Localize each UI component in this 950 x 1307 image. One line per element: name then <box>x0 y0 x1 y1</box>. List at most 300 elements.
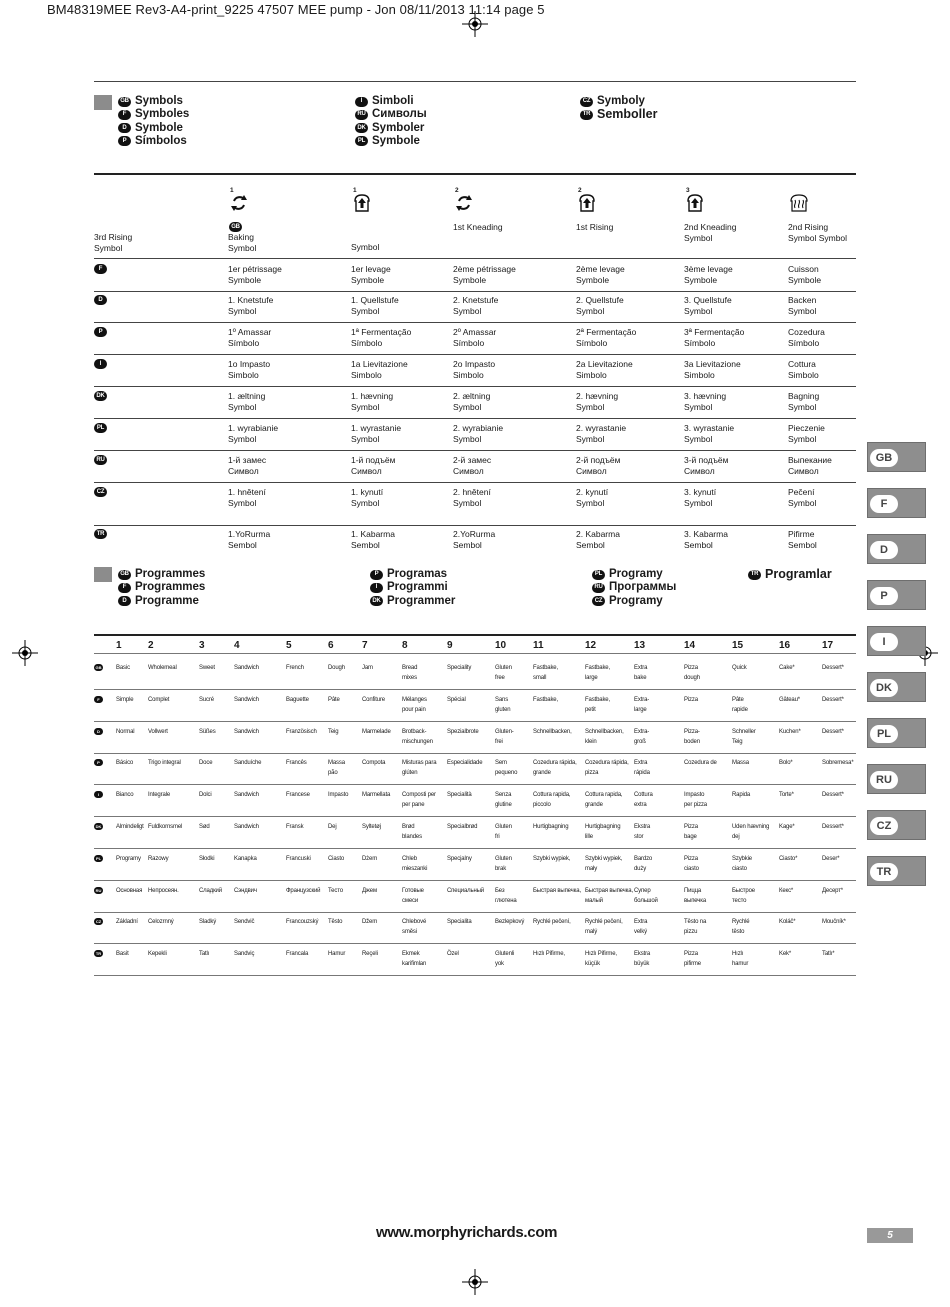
symbol-cell <box>684 264 733 285</box>
language-heading-label: Symboly <box>597 95 645 107</box>
language-badge: PL <box>592 570 605 580</box>
symbol-cell-line: Символ <box>684 465 715 476</box>
programme-cell-line: Francala <box>286 951 309 958</box>
programme-cell-line: Pizza <box>684 951 698 958</box>
programme-cell <box>234 727 259 737</box>
language-tab-cz[interactable] <box>867 810 926 840</box>
programme-cell <box>234 758 261 768</box>
symbol-cell <box>228 529 270 550</box>
programme-cell <box>148 695 169 705</box>
language-badge: D <box>118 123 131 133</box>
programme-cell <box>684 949 701 969</box>
programme-cell-line: Francouzský <box>286 919 319 926</box>
language-heading-label: Symboles <box>135 108 190 121</box>
table-row-rule <box>94 450 856 451</box>
symbol-cell-line: Pečení <box>788 487 815 497</box>
programme-cell <box>286 727 317 737</box>
symbol-cell-line: 2-й замес <box>453 455 492 465</box>
programme-cell <box>328 822 337 832</box>
symbol-cell <box>576 264 625 285</box>
programme-cell <box>148 917 174 927</box>
programme-cell <box>634 695 649 715</box>
symbol-cell-line: 2. wyrabianie <box>453 423 504 433</box>
symbol-cell <box>684 391 726 412</box>
programme-cell <box>286 949 308 959</box>
programme-cell <box>116 695 133 705</box>
language-badge: I <box>94 359 107 369</box>
programme-cell <box>447 949 459 959</box>
programme-cell <box>199 854 214 864</box>
table-row-rule <box>94 848 856 849</box>
symbol-cell-line: 1a Lievitazione <box>351 359 408 369</box>
programme-cell-line: Ekmek <box>402 951 420 958</box>
symbol-cell-line: Symbole <box>576 274 610 285</box>
programme-cell <box>779 822 795 832</box>
programme-cell-line: large <box>585 675 598 681</box>
language-badge: CZ <box>94 487 107 497</box>
step-number: 2 <box>578 187 582 194</box>
programme-cell <box>779 917 795 927</box>
row-label <box>94 232 132 253</box>
programme-cell-line: Bianco <box>116 792 134 799</box>
symbol-cell-line: Símbolo <box>576 337 608 348</box>
programme-cell-line: Integrale <box>148 792 170 799</box>
language-tab-label: PL <box>870 725 898 743</box>
baking-loaf-icon <box>788 190 810 216</box>
language-tab-p[interactable] <box>867 580 926 610</box>
programme-cell <box>286 790 310 800</box>
programme-cell-line: pifirme <box>684 961 701 968</box>
programme-cell <box>495 854 512 874</box>
symbol-cell <box>788 222 847 243</box>
programme-cell-line: Doce <box>199 760 213 767</box>
programme-cell-line: bake <box>634 675 647 681</box>
programme-cell-line: frei <box>495 738 503 745</box>
programme-cell-line: Cottura rapida, <box>585 792 623 799</box>
top-divider <box>94 81 856 82</box>
symbol-cell <box>453 327 496 348</box>
programme-cell-line: Без <box>495 887 505 894</box>
programme-cell <box>732 949 748 969</box>
symbol-cell-line: Symbol <box>228 401 257 412</box>
language-tab-ru[interactable] <box>867 764 926 794</box>
symbol-cell <box>351 264 391 285</box>
language-heading <box>118 108 189 121</box>
symbol-cell-line: Symbol <box>453 433 482 444</box>
programme-cell-line: Těsto na <box>684 919 707 926</box>
language-tab-f[interactable] <box>867 488 926 518</box>
programme-cell-line: Bolo* <box>779 760 793 767</box>
programme-cell-line: Тесто <box>328 887 343 894</box>
programme-cell <box>148 949 167 959</box>
programme-cell-line: Vollwert <box>148 728 168 735</box>
symbol-cell <box>228 423 278 444</box>
programme-cell <box>199 663 215 673</box>
language-tab-label: TR <box>870 863 898 881</box>
programme-cell-line: ciasto <box>732 865 747 872</box>
symbol-cell-line: Symbol <box>684 497 713 508</box>
language-heading-label: Programy <box>609 594 663 607</box>
symbol-cell-line: Symbol <box>228 433 257 444</box>
programme-cell-line: Szybkie <box>732 855 752 862</box>
programme-cell <box>286 822 303 832</box>
programme-cell-line: Dessert* <box>822 824 844 830</box>
registration-mark-icon <box>462 1269 488 1295</box>
programme-cell <box>684 758 717 768</box>
symbol-cell-line: Symbol <box>453 401 482 412</box>
programme-cell-line: Specjalny <box>447 855 472 862</box>
symbol-cell-line: 2º Amassar <box>453 327 497 337</box>
language-heading-label: Программы <box>609 581 677 594</box>
symbol-cell-line: Symbol <box>453 497 482 508</box>
symbol-cell <box>351 327 411 348</box>
language-tab-gb[interactable] <box>867 442 926 472</box>
step-number: 3 <box>686 187 690 194</box>
table-row-rule <box>94 386 856 387</box>
programme-cell <box>199 886 222 896</box>
programme-number: 1 <box>116 640 122 651</box>
programme-cell <box>822 695 844 705</box>
programme-cell-line: Sandwich <box>234 792 259 799</box>
symbol-cell-line: 1. hævning <box>351 391 394 401</box>
programme-cell <box>402 663 417 683</box>
programme-cell-line: mały <box>585 865 598 872</box>
print-header: BM48319MEE Rev3-A4-print_9225 47507 MEE pump - Jon 08/11/2013 11:14 page 5 <box>47 2 545 17</box>
programme-cell-line: Пицца <box>684 887 702 894</box>
programme-cell <box>447 917 472 927</box>
programme-cell-line: Специальный <box>447 887 484 894</box>
symbol-cell <box>576 327 636 348</box>
symbol-cell-line: 2o Impasto <box>453 359 496 369</box>
programme-cell-line: glutine <box>495 802 512 809</box>
symbol-cell <box>576 487 608 508</box>
symbol-cell-line: 1st Rising <box>576 222 614 232</box>
programme-cell <box>402 949 426 969</box>
programme-cell-line: Teig <box>732 738 743 745</box>
programme-cell-line: Complet <box>148 696 170 703</box>
symbol-cell-line: 3a Lievitazione <box>684 359 741 369</box>
symbol-cell-line: 1. wyrastanie <box>351 423 402 433</box>
programme-cell-line: dough <box>684 675 700 681</box>
symbol-cell-line: 3. kynutí <box>684 487 717 497</box>
symbol-cell-line: Cottura <box>788 359 816 369</box>
programme-cell-line: Быстрая выпечка, <box>533 887 581 894</box>
language-tab-i[interactable] <box>867 626 926 656</box>
symbol-cell-line: Backen <box>788 295 817 305</box>
table-row-rule <box>94 653 856 654</box>
programme-cell <box>362 822 381 832</box>
programme-cell <box>634 663 647 683</box>
language-heading-label: Symbole <box>135 121 183 134</box>
programme-cell-line: Sem <box>495 760 507 767</box>
programme-cell <box>116 822 144 832</box>
symbol-cell-line: Sembol <box>788 539 817 550</box>
language-tab-pl[interactable] <box>867 718 926 748</box>
programme-cell-line: Extra- <box>634 696 650 703</box>
programme-cell-line: Fastbake, <box>585 665 610 671</box>
language-badge: D <box>94 728 103 735</box>
symbol-cell-line: 2. hnětení <box>453 487 491 497</box>
symbol-cell-line: Символ <box>576 465 607 476</box>
programme-cell-line: Szybki wypiek, <box>533 855 571 862</box>
symbol-cell-line: Symbol <box>228 497 257 508</box>
symbol-cell <box>351 423 401 444</box>
programme-cell <box>533 790 570 810</box>
language-heading-label: Programme <box>135 594 199 607</box>
symbol-cell <box>576 295 624 316</box>
language-badge: F <box>118 583 131 593</box>
programme-cell-line: Süßes <box>199 728 216 735</box>
programme-cell-line: Sandwich <box>234 665 259 671</box>
programme-cell <box>634 758 650 778</box>
language-badge: I <box>370 583 383 593</box>
language-badge: F <box>94 264 107 274</box>
programme-cell <box>779 790 794 800</box>
language-badge: RU <box>592 583 605 593</box>
programme-number: 8 <box>402 640 408 651</box>
symbol-cell <box>228 232 256 253</box>
symbol-cell <box>453 264 516 285</box>
programme-number: 10 <box>495 640 507 651</box>
programme-cell-line: Baguette <box>286 696 309 703</box>
programme-cell <box>148 886 179 896</box>
programme-cell <box>447 758 482 768</box>
symbol-cell-line: 2. kynutí <box>576 487 609 497</box>
programme-cell-line: Almindeligt <box>116 824 144 830</box>
registration-mark-icon <box>12 640 38 666</box>
symbol-cell-line: Symbol Symbol <box>788 232 848 243</box>
symbol-cell-line: Symbol <box>351 401 380 412</box>
programme-cell-line: Speciality <box>447 665 472 671</box>
programme-cell-line: Básico <box>116 760 134 767</box>
programme-cell <box>634 917 647 937</box>
language-tab-label: DK <box>870 679 898 697</box>
programme-cell-line: Torte* <box>779 792 794 799</box>
programme-cell-line: küçük <box>585 961 600 968</box>
programme-cell-line: Kepekli <box>148 951 167 958</box>
symbol-cell-line: 3-й подъём <box>684 455 729 465</box>
programme-cell <box>732 758 749 768</box>
symbol-cell <box>453 359 495 380</box>
programme-cell <box>328 917 342 927</box>
programme-cell-line: Jam <box>362 665 373 671</box>
programme-cell-line: Pâte <box>328 696 340 703</box>
programme-cell <box>732 663 747 673</box>
programme-cell <box>822 758 854 768</box>
symbol-cell <box>684 359 741 380</box>
language-badge: P <box>94 759 103 766</box>
programme-number: 16 <box>779 640 791 651</box>
language-badge: GB <box>118 570 131 580</box>
symbol-cell <box>576 529 620 550</box>
programme-cell-line: ciasto <box>684 865 699 872</box>
programme-cell-line: Французский <box>286 887 321 894</box>
programme-cell-line: Pizza- <box>684 728 700 735</box>
symbol-cell-line: 2. wyrastanie <box>576 423 627 433</box>
symbol-cell <box>788 295 816 316</box>
programme-cell-line: Těsto <box>328 919 343 926</box>
table-row-rule <box>94 721 856 722</box>
programme-cell-line: yok <box>495 961 504 968</box>
programme-cell <box>447 854 472 864</box>
row-label-line: 3rd Rising <box>94 232 133 242</box>
programme-cell <box>822 917 846 927</box>
language-badge: GB <box>118 97 131 107</box>
programme-cell-line: Základní <box>116 919 138 926</box>
programme-cell-line: rápida <box>634 770 650 777</box>
symbol-cell-line: Symbol <box>576 433 605 444</box>
symbol-cell <box>453 391 490 412</box>
programme-cell-line: глютена <box>495 897 517 904</box>
programme-cell-line: hamur <box>732 961 749 968</box>
programme-cell-line: большой <box>634 897 658 904</box>
language-badge: CZ <box>592 596 605 606</box>
symbol-cell <box>684 295 732 316</box>
programme-cell-line: Fastbake, <box>533 665 558 671</box>
language-badge: PL <box>94 423 107 433</box>
programme-number: 14 <box>684 640 696 651</box>
programme-cell <box>634 727 649 747</box>
symbol-cell-line: Simbolo <box>684 369 715 380</box>
language-tab-dk[interactable] <box>867 672 926 702</box>
language-heading <box>355 95 414 108</box>
programme-cell <box>199 695 214 705</box>
programme-cell <box>116 727 134 737</box>
programme-cell-line: Francese <box>286 792 310 799</box>
symbol-cell <box>351 295 399 316</box>
programme-cell <box>684 727 700 747</box>
symbol-cell-line: 1.YoRurma <box>228 529 271 539</box>
symbol-cell-line: Símbolo <box>453 337 485 348</box>
programme-cell <box>199 917 216 927</box>
symbol-cell-line: 2.YoRurma <box>453 529 496 539</box>
programme-cell-line: grande <box>533 770 551 777</box>
programme-cell-line: Cake* <box>779 665 795 671</box>
programme-cell-line: Gluten- <box>495 728 514 735</box>
programme-cell-line: Sladký <box>199 919 217 926</box>
programme-cell-line: petit <box>585 706 596 713</box>
programme-cell <box>779 886 793 896</box>
language-badge: TR <box>95 951 102 957</box>
programme-cell-line: Wholemeal <box>148 665 177 671</box>
programme-number: 12 <box>585 640 597 651</box>
programme-cell-line: piccolo <box>533 802 551 809</box>
programme-cell-line: malý <box>585 929 598 936</box>
programme-cell-line: Pizza <box>684 855 698 862</box>
programme-cell <box>495 886 517 906</box>
symbol-cell-line: Symbol <box>788 433 817 444</box>
programme-cell-line: grande <box>585 802 603 809</box>
programme-cell-line: free <box>495 675 505 681</box>
programme-cell-line: gluten <box>495 706 511 713</box>
programme-cell <box>585 695 610 715</box>
language-heading <box>355 108 427 121</box>
symbol-cell-line: Выпекание <box>788 455 832 465</box>
programme-cell <box>732 854 752 874</box>
programme-cell <box>116 949 129 959</box>
programme-cell-line: Massa <box>732 760 749 767</box>
symbol-cell <box>788 327 825 348</box>
symbol-cell-line: 1. kynutí <box>351 487 384 497</box>
symbol-cell-line: 3. Kabarma <box>684 529 728 539</box>
programme-cell-line: Schneller <box>732 728 756 735</box>
programme-number: 5 <box>286 640 292 651</box>
programme-cell-line: Specialita <box>447 919 472 926</box>
programme-cell <box>495 917 524 927</box>
programme-cell-line: mieszanki <box>402 865 428 872</box>
table-row-rule <box>94 354 856 355</box>
table-row-rule <box>94 689 856 690</box>
programme-cell-line: Spezialbrote <box>447 728 479 735</box>
symbol-cell <box>684 222 736 243</box>
programme-cell <box>362 758 385 768</box>
symbol-cell-line: 1. hnětení <box>228 487 266 497</box>
table-row-rule <box>94 880 856 881</box>
programme-cell-line: Programy <box>116 855 141 862</box>
language-tab-d[interactable] <box>867 534 926 564</box>
programme-cell <box>634 949 650 969</box>
programme-cell-line: Extra <box>634 919 648 926</box>
symbol-cell-line: 2nd Kneading <box>684 222 737 232</box>
programme-cell-line: Sobremesa* <box>822 760 854 767</box>
symbol-cell-line: Символ <box>351 465 382 476</box>
programme-number: 9 <box>447 640 453 651</box>
language-badge: DK <box>355 123 368 133</box>
programme-cell-line: Ciasto* <box>779 855 798 862</box>
programme-cell-line: Özel <box>447 951 459 958</box>
programme-cell <box>585 949 617 969</box>
programme-cell-line: pour pain <box>402 706 426 713</box>
programme-cell <box>402 822 422 842</box>
language-heading-label: Programmes <box>135 568 206 580</box>
programme-cell <box>362 854 377 864</box>
programme-cell <box>402 758 436 778</box>
programme-cell-line: Francuski <box>286 855 311 862</box>
programme-cell-line: Kanapka <box>234 855 257 862</box>
language-badge: RU <box>95 887 102 893</box>
table-row-rule <box>94 418 856 419</box>
programme-number: 6 <box>328 640 334 651</box>
symbol-cell <box>788 455 832 476</box>
programme-cell-line: velký <box>634 929 647 936</box>
programme-cell-line: Senza <box>495 792 512 799</box>
programme-cell <box>447 727 479 737</box>
programme-cell <box>447 790 472 800</box>
language-badge: D <box>94 295 107 305</box>
programme-cell <box>362 949 378 959</box>
programme-cell-line: Composti per <box>402 792 436 799</box>
programme-cell <box>234 886 257 896</box>
language-badge: P <box>118 136 131 146</box>
language-heading-label: Símbolos <box>135 134 187 147</box>
programme-cell-line: karifimları <box>402 961 427 968</box>
language-heading <box>118 595 199 608</box>
language-tab-tr[interactable] <box>867 856 926 886</box>
symbol-cell <box>453 295 498 316</box>
programme-cell <box>402 727 433 747</box>
programme-cell-line: per pane <box>402 802 425 809</box>
programme-cell-line: Teig <box>328 728 339 735</box>
language-badge: I <box>94 791 103 798</box>
language-heading-label: Programmer <box>387 594 456 607</box>
programme-cell <box>199 949 209 959</box>
programme-cell-line: Massa <box>328 760 345 767</box>
programme-cell-line: Basic <box>116 665 130 671</box>
programme-cell-line: Rychlé pečení, <box>585 919 623 926</box>
language-heading <box>355 122 424 135</box>
symbol-cell-line: Symbol <box>576 497 605 508</box>
programme-cell <box>684 917 706 937</box>
